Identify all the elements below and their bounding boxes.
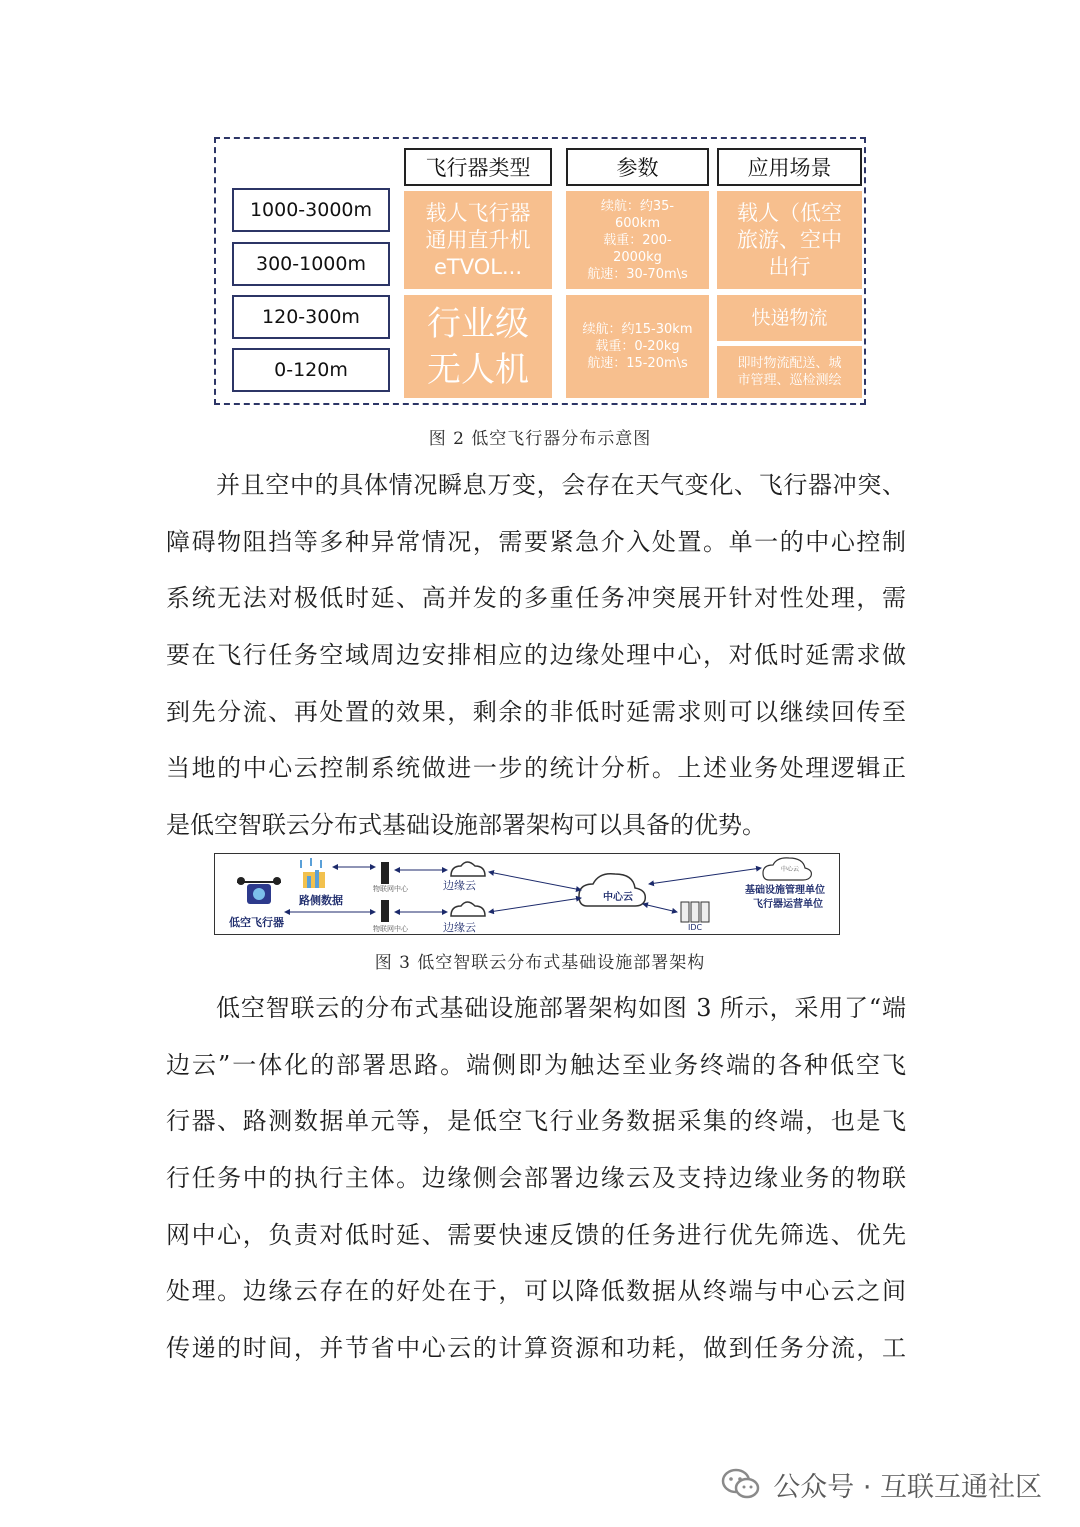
header-aircraft-type: 飞行器类型 bbox=[404, 148, 552, 186]
drone-label: 低空飞行器 bbox=[229, 916, 284, 929]
paragraph-line: 处理。边缘云存在的好处在于，可以降低数据从终端与中心云之间 bbox=[166, 1277, 906, 1306]
cell-manned-aircraft-type: 载人飞行器 通用直升机 eTVOL... bbox=[404, 191, 552, 289]
link-center-idc bbox=[643, 904, 677, 912]
altitude-box-0-120: 0-120m bbox=[232, 348, 390, 392]
paragraph-line: 到先分流、再处置的效果，剩余的非低时延需求则可以继续回传至 bbox=[166, 697, 906, 726]
figure-3-architecture bbox=[214, 853, 840, 935]
figure-2-aircraft-distribution bbox=[214, 137, 866, 405]
cell-industrial-drone-type: 行业级 无人机 bbox=[404, 295, 552, 398]
paragraph-line: 要在飞行任务空域周边安排相应的边缘处理中心，对低时延需求做 bbox=[166, 641, 906, 670]
figure-2-caption: 图 2 低空飞行器分布示意图 bbox=[428, 429, 652, 449]
paragraph-line: 传递的时间，并节省中心云的计算资源和功耗，做到任务分流，工 bbox=[166, 1334, 906, 1363]
link-edge-center-top bbox=[489, 872, 581, 890]
paragraph-line: 当地的中心云控制系统做进一步的统计分析。上述业务处理逻辑正 bbox=[166, 754, 906, 783]
iot-label-top: 物联网中心 bbox=[373, 885, 408, 893]
paragraph-1 bbox=[166, 457, 906, 854]
paragraph-line: 行任务中的执行主体。边缘侧会部署边缘云及支持边缘业务的物联 bbox=[166, 1164, 906, 1193]
altitude-box-300-1000: 300-1000m bbox=[232, 242, 390, 286]
iot-label-bottom: 物联网中心 bbox=[373, 925, 408, 933]
paragraph-line: 障碍物阻挡等多种异常情况，需要紧急介入处置。单一的中心控制 bbox=[166, 527, 906, 556]
altitude-box-120-300: 120-300m bbox=[232, 295, 390, 339]
edge-cloud-icon-top bbox=[451, 862, 485, 876]
roadside-tower-icon bbox=[301, 858, 325, 888]
idc-label: IDC bbox=[688, 923, 703, 932]
paragraph-line: 系统无法对极低时延、高并发的多重任务冲突展开针对性处理，需 bbox=[166, 584, 906, 613]
paragraph-line: 并且空中的具体情况瞬息万变，会存在天气变化、飞行器冲突、 bbox=[216, 471, 906, 499]
link-edge-center-bottom bbox=[489, 898, 581, 912]
remote-cloud-label: 中心云 bbox=[781, 866, 800, 873]
iot-server-icon-top bbox=[381, 862, 389, 884]
edge-cloud-label-bottom: 边缘云 bbox=[443, 921, 476, 934]
operator-unit-label: 飞行器运营单位 bbox=[753, 899, 823, 910]
wechat-watermark bbox=[721, 1461, 1042, 1507]
cell-instant-delivery: 即时物流配送、城 市管理、巡检测绘 bbox=[717, 346, 862, 398]
edge-cloud-label-top: 边缘云 bbox=[443, 879, 476, 892]
cell-industrial-drone-params: 续航：约15-30km 载重：0-20kg 航速：15-20m\s bbox=[566, 295, 709, 398]
drone-icon bbox=[237, 877, 281, 904]
paragraph-line: 低空智联云的分布式基础设施部署架构如图 3 所示，采用了“端 bbox=[216, 994, 906, 1022]
wechat-icon bbox=[721, 1467, 761, 1501]
figure-3-caption: 图 3 低空智联云分布式基础设施部署架构 bbox=[374, 953, 706, 973]
altitude-box-1000-3000: 1000-3000m bbox=[232, 188, 390, 232]
paragraph-line: 网中心，负责对低时延、需要快速反馈的任务进行优先筛选、优先 bbox=[166, 1220, 906, 1249]
header-parameters: 参数 bbox=[566, 148, 709, 186]
paragraph-line: 边云”一体化的部署思路。端侧即为触达至业务终端的各种低空飞 bbox=[166, 1050, 906, 1079]
idc-server-icon bbox=[681, 902, 709, 922]
cell-manned-aircraft-scene: 载人（低空 旅游、空中 出行 bbox=[717, 191, 862, 289]
header-application: 应用场景 bbox=[717, 148, 862, 186]
edge-cloud-icon-bottom bbox=[451, 902, 485, 916]
iot-server-icon-bottom bbox=[381, 900, 389, 922]
center-cloud-label: 中心云 bbox=[603, 892, 633, 903]
infra-unit-label: 基础设施管理单位 bbox=[745, 885, 825, 896]
watermark-text: 公众号 · 互联互通社区 bbox=[773, 1471, 1042, 1503]
cell-express-logistics: 快递物流 bbox=[717, 295, 862, 341]
paragraph-line: 是低空智联云分布式基础设施部署架构可以具备的优势。 bbox=[166, 811, 766, 840]
cell-manned-aircraft-params: 续航：约35- 600km 载重：200- 2000kg 航速：30-70m\s bbox=[566, 191, 709, 289]
paragraph-2 bbox=[166, 980, 906, 1377]
roadside-label: 路侧数据 bbox=[299, 894, 343, 907]
paragraph-line: 行器、路测数据单元等，是低空飞行业务数据采集的终端，也是飞 bbox=[166, 1107, 906, 1136]
